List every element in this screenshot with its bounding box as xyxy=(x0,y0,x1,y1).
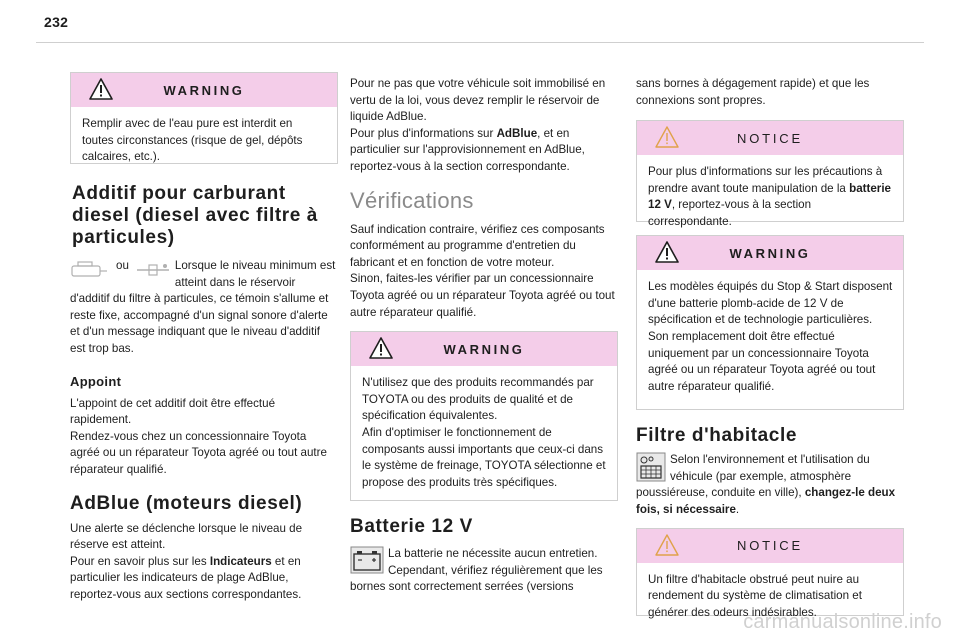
batterie-text: La batterie ne nécessite aucun entretien. Cependant, vérifiez régulièrement que les bornes sont correctement serrées (versions xyxy=(350,547,603,594)
notice-triangle-icon xyxy=(655,534,679,556)
engine-warning-icon xyxy=(70,258,110,282)
warning-text: Remplir avec de l'eau pure est interdit en toutes circonstances (risque de gel, dépôts calcaires, etc.). xyxy=(82,117,303,164)
appoint-text-1: L'appoint de cet additif doit être effectué rapidement. xyxy=(70,396,276,427)
notice-title: NOTICE xyxy=(737,130,803,146)
notice-header xyxy=(637,121,903,155)
section-heading-appoint: Appoint xyxy=(70,373,122,389)
verif-text-1: Sauf indication contraire, vérifiez ces composants conformément au programme d'entretien du fabricant et en fonction de votre moteur. xyxy=(350,222,605,269)
section-heading-batterie: Batterie 12 V xyxy=(350,516,473,538)
notice-triangle-icon xyxy=(655,126,679,148)
filtre-text: Selon l'environnement et l'utilisation du véhicule (par exemple, atmosphère poussiéreuse, conduite en ville), changez-le deux fois, si nécessaire. xyxy=(636,453,896,516)
watermark: carmanualsonline.info xyxy=(743,611,942,633)
adblue-text-2: Pour en savoir plus sur les Indicateurs et en particulier les indicateurs de plage AdBlue, reportez-vous aux sections correspondantes. xyxy=(70,554,302,601)
notice-title: NOTICE xyxy=(737,538,803,554)
verif-text-2: Sinon, faites-les vérifier par un concessionnaire Toyota agréé ou un réparateur Toyota agréé ou tout autre réparateur qualifié. xyxy=(350,272,615,319)
column-2 xyxy=(350,76,618,596)
cabin-filter-icon xyxy=(636,452,666,482)
warning-title: WARNING xyxy=(443,341,525,357)
section-heading-additif: Additif pour carburant diesel (diesel avec filtre à particules) xyxy=(72,183,318,248)
adblue-intro-2: Pour plus d'informations sur AdBlue, et en particulier sur l'approvisionnement en AdBlue, reportez-vous à la section correspondante. xyxy=(350,126,585,173)
warning-text-2: Afin d'optimiser le fonctionnement de composants aussi importants que ceux-ci dans le système de freinage, TOYOTA sélectionne et propose des produits très spécifiques. xyxy=(362,425,606,489)
warning-text-1: Les modèles équipés du Stop & Start disposent d'une batterie plomb-acide de 12 V de spécification et de technologie particulières. xyxy=(648,280,893,327)
warning-box-stopstart xyxy=(636,235,904,410)
warning-triangle-icon xyxy=(89,78,113,100)
batterie-continued-text: sans bornes à dégagement rapide) et que les connexions sont propres. xyxy=(636,77,870,107)
notice-header xyxy=(637,529,903,563)
warning-title: WARNING xyxy=(729,245,811,261)
warning-header xyxy=(351,332,617,366)
column-3 xyxy=(636,76,904,619)
batterie-block xyxy=(350,546,618,596)
warning-title: WARNING xyxy=(163,82,245,98)
adblue-intro-1: Pour ne pas que votre véhicule soit immobilisé en vertu de la loi, vous devez remplir le réservoir de liquide AdBlue. xyxy=(350,77,606,124)
section-heading-adblue: AdBlue (moteurs diesel) xyxy=(70,492,303,514)
notice-box-filtre xyxy=(636,528,904,619)
notice-box-batterie xyxy=(636,120,904,228)
adblue-text-1: Une alerte se déclenche lorsque le niveau de réserve est atteint. xyxy=(70,521,303,552)
warning-box-water xyxy=(70,72,338,164)
section-heading-verifications: Vérifications xyxy=(350,187,474,213)
warning-box-products xyxy=(350,331,618,501)
page-number: 232 xyxy=(44,14,69,30)
warning-text-1: N'utilisez que des produits recommandés par TOYOTA ou des produits de qualité et de spécification équivalentes. xyxy=(362,376,594,423)
warning-header xyxy=(71,73,337,107)
filtre-block xyxy=(636,452,904,518)
appoint-text-2: Rendez-vous chez un concessionnaire Toyota agréé ou un réparateur Toyota agréé ou tout autre réparateur qualifié. xyxy=(70,429,327,476)
additif-or: ou xyxy=(116,259,129,272)
section-heading-filtre: Filtre d'habitacle xyxy=(636,425,798,447)
additif-block xyxy=(70,258,338,358)
warning-header xyxy=(637,236,903,270)
notice-text: Pour plus d'informations sur les précautions à prendre avant toute manipulation de la batterie 12 V, reportez-vous à la section correspondante. xyxy=(648,165,891,228)
column-1 xyxy=(70,72,338,604)
notice-text: Un filtre d'habitacle obstrué peut nuire au rendement du système de climatisation et générer des odeurs indésirables. xyxy=(648,572,862,619)
particle-filter-icon xyxy=(135,258,171,282)
battery-icon xyxy=(350,546,384,574)
additif-text: Lorsque le niveau minimum est atteint dans le réservoir d'additif du filtre à particules, ce témoin s'allume et reste fixe, accompagné d'un signal sonore d'alerte et d'un message indiquant que le niveau d'additif est trop bas. xyxy=(70,259,336,355)
header-divider xyxy=(36,42,924,43)
warning-triangle-icon xyxy=(369,337,393,359)
warning-text-2: Son remplacement doit être effectué uniquement par un concessionnaire Toyota agréé ou un réparateur Toyota agréé ou tout autre réparateur qualifié. xyxy=(648,329,876,393)
warning-triangle-icon xyxy=(655,241,679,263)
